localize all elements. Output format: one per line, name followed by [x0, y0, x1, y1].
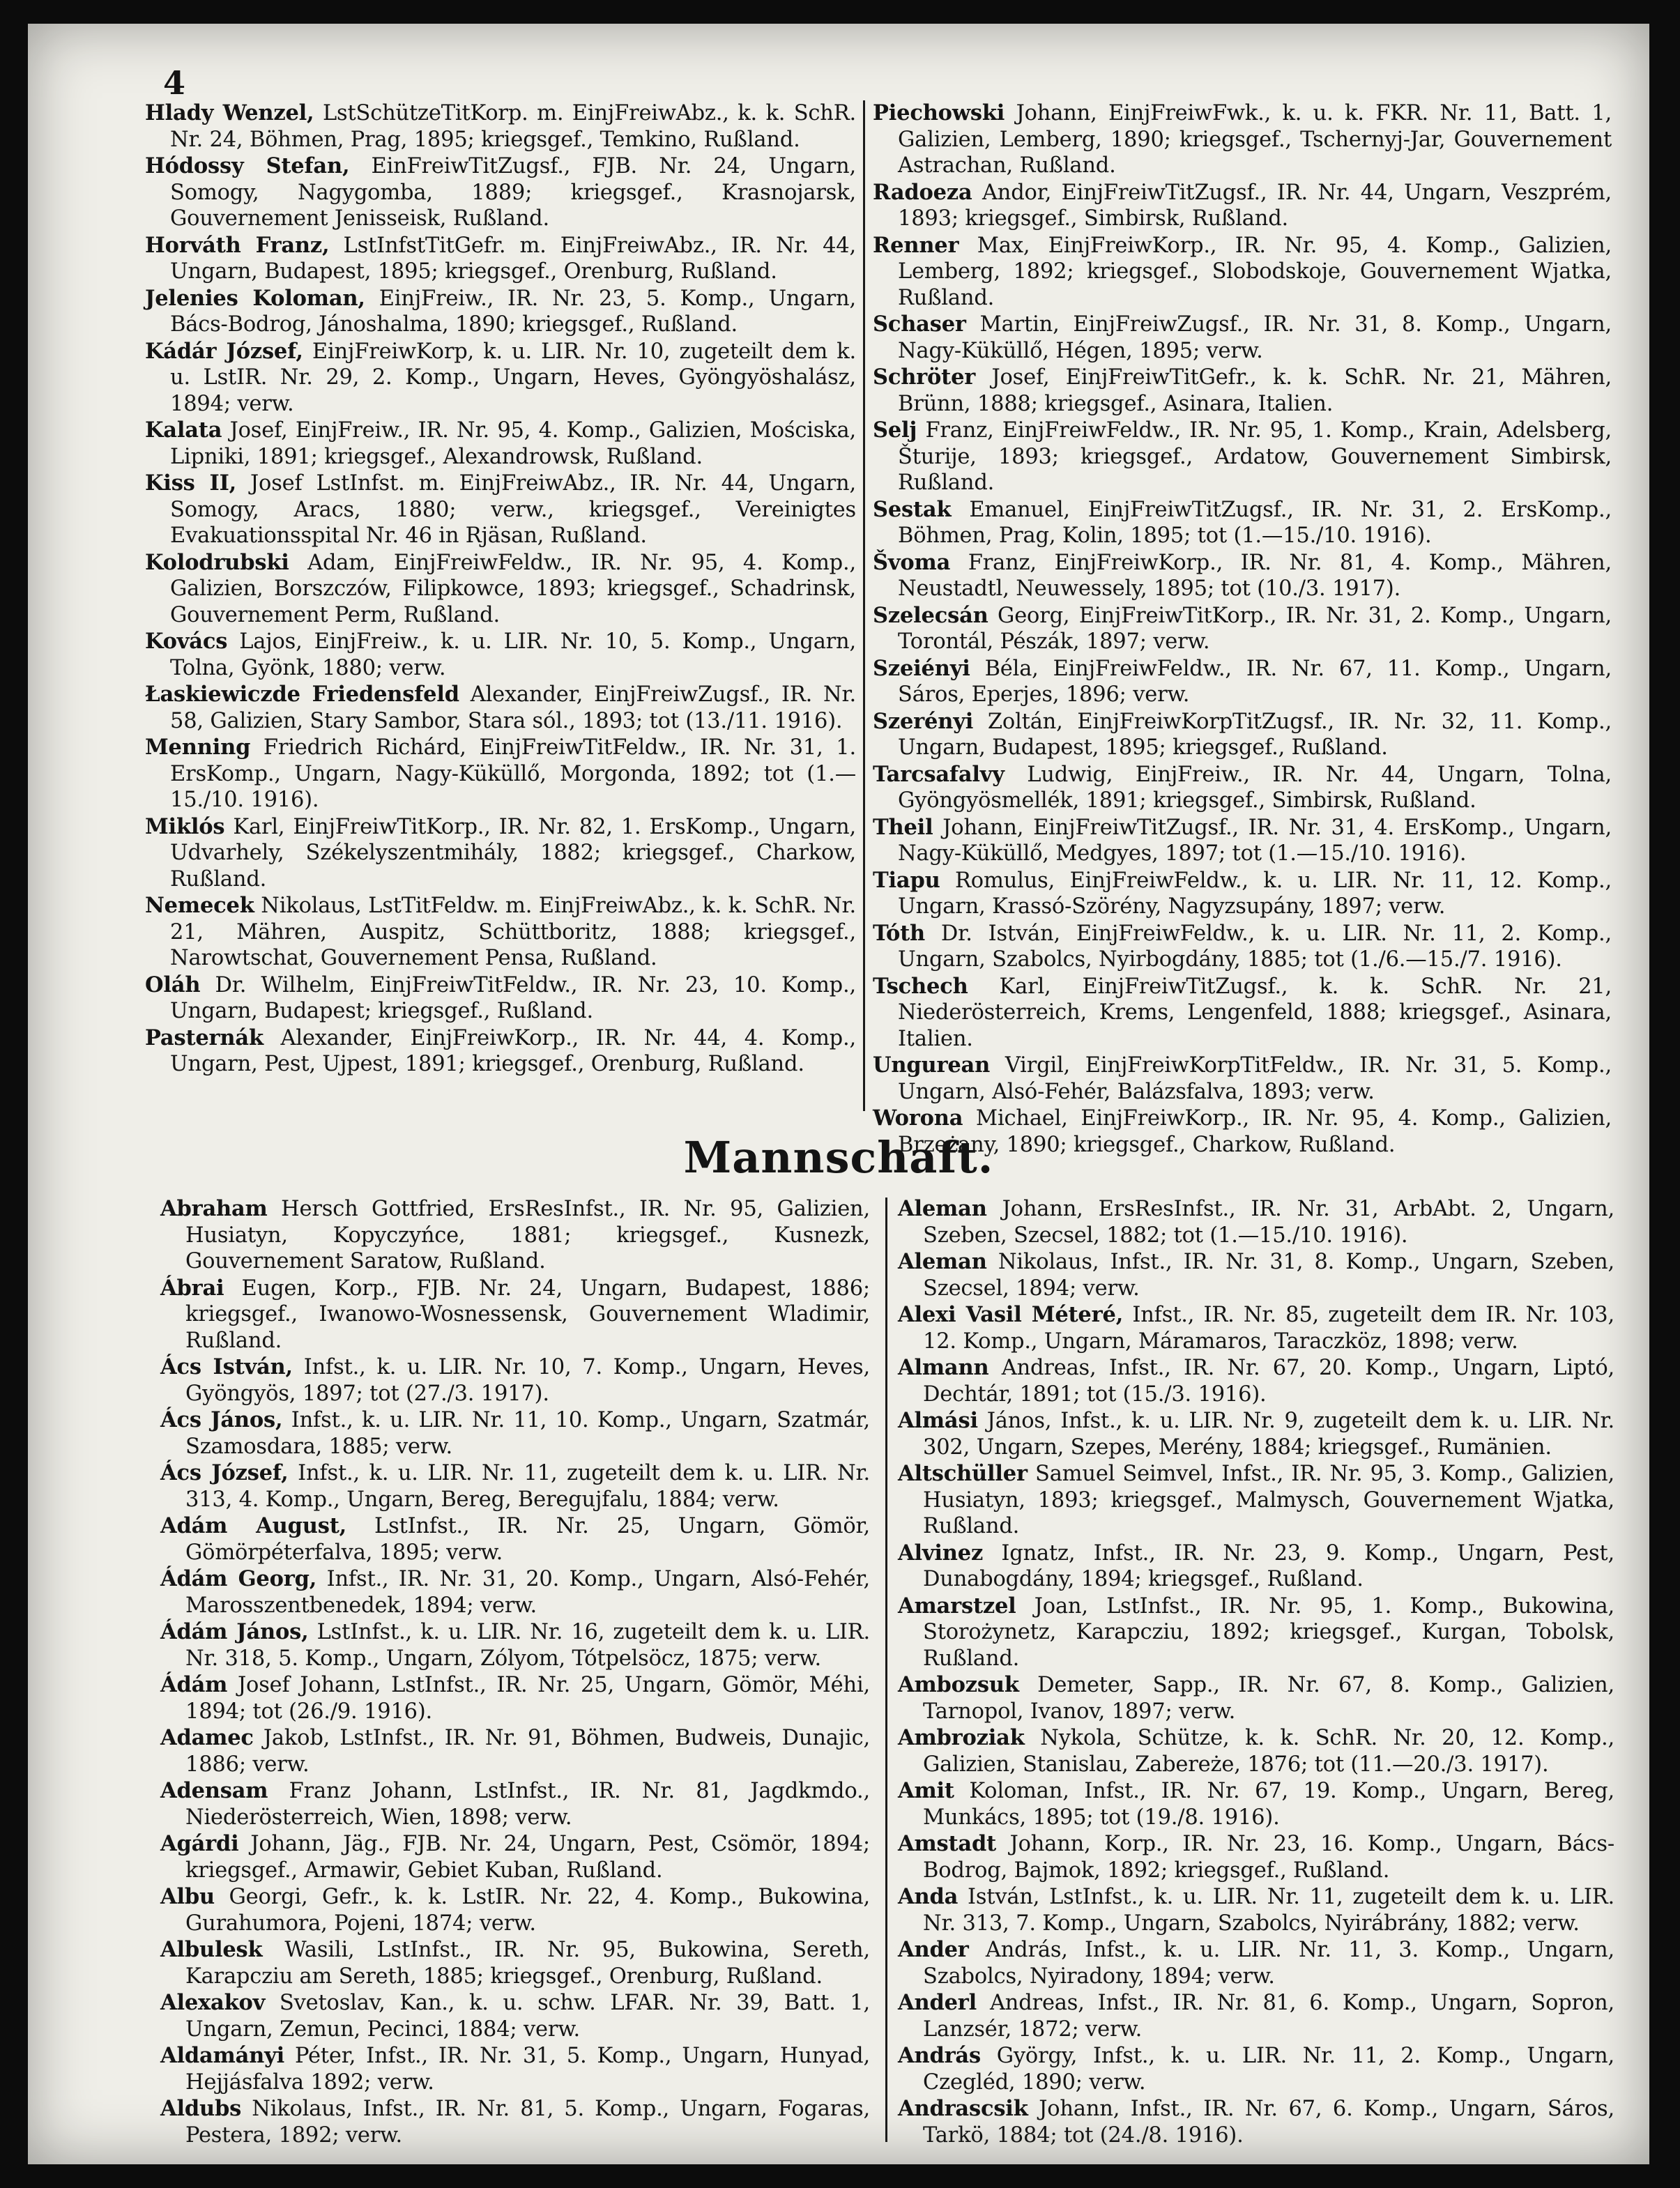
entry-surname: Altschüller	[898, 1461, 1028, 1486]
entry-details: Nykola, Schütze, k. k. SchR. Nr. 20, 12. Komp., Galizien, Stanislau, Zabereże, 1876; tot (11.—20./3. 1917).	[923, 1726, 1614, 1777]
roster-entry	[873, 868, 1612, 920]
entry-details: Franz Johann, LstInfst., IR. Nr. 81, Jagdkmdo., Niederösterreich, Wien, 1898; verw.	[185, 1779, 870, 1830]
entry-details: Max, EinjFreiwKorp., IR. Nr. 95, 4. Komp., Galizien, Lemberg, 1892; kriegsgef., Slobodskoje, Gouvernement Wjatka, Rußland.	[898, 233, 1612, 310]
entry-details: Johann, Jäg., FJB. Nr. 24, Ungarn, Pest, Csömör, 1894; kriegsgef., Armawir, Gebiet Kuban, Rußland.	[185, 1832, 870, 1883]
column-divider	[863, 100, 865, 1111]
entry-surname: Tóth	[873, 920, 926, 946]
entry-details: Andor, EinjFreiwTitZugsf., IR. Nr. 44, Ungarn, Veszprém, 1893; kriegsgef., Simbirsk, Rußland.	[898, 180, 1612, 231]
entry-surname: Schaser	[873, 312, 966, 337]
entry-surname: Theil	[873, 814, 933, 840]
roster-entry	[898, 1990, 1614, 2042]
entry-details: LstInfst., k. u. LIR. Nr. 16, zugeteilt dem k. u. LIR. Nr. 318, 5. Komp., Ungarn, Zólyom, Tótpelsöcz, 1875; verw.	[185, 1620, 870, 1671]
roster-entry	[873, 233, 1612, 312]
roster-entry	[160, 1460, 870, 1513]
entry-details: Péter, Infst., IR. Nr. 31, 5. Komp., Ungarn, Hunyad, Hejjásfalva 1892; verw.	[185, 2044, 870, 2095]
entry-surname: Aleman	[898, 1196, 987, 1221]
roster-entry	[145, 1025, 856, 1078]
entry-surname: András	[898, 2043, 981, 2068]
entry-surname: Hlady Wenzel,	[145, 100, 314, 125]
entry-details: István, LstInfst., k. u. LIR. Nr. 11, zugeteilt dem k. u. LIR. Nr. 313, 7. Komp., Ungarn, Szabolcs, Nyirábrány, 1882; verw.	[923, 1885, 1614, 1936]
entry-details: János, Infst., k. u. LIR. Nr. 9, zugeteilt dem k. u. LIR. Nr. 302, Ungarn, Szepes, Merény, 1884; kriegsgef., Rumänien.	[923, 1409, 1614, 1460]
entry-details: LstInfstTitGefr. m. EinjFreiwAbz., IR. Nr. 44, Ungarn, Budapest, 1895; kriegsgef., Orenburg, Rußland.	[170, 233, 857, 284]
entry-surname: Tiapu	[873, 867, 940, 893]
entry-details: LstSchützeTitKorp. m. EinjFreiwAbz., k. k. SchR. Nr. 24, Böhmen, Prag, 1895; kriegsgef., Temkino, Rußland.	[170, 101, 856, 152]
roster-entry	[145, 682, 856, 734]
entry-details: Ludwig, EinjFreiw., IR. Nr. 44, Ungarn, Tolna, Gyöngyösmellék, 1891; kriegsgef., Simbirsk, Rußland.	[898, 762, 1612, 813]
entry-surname: Kovács	[145, 629, 228, 654]
roster-entry	[160, 1725, 870, 1777]
entry-surname: Alexi Vasil Méteré,	[898, 1302, 1124, 1327]
entry-surname: Menning	[145, 735, 251, 760]
section-heading: Mannschaft.	[683, 1132, 994, 1183]
entry-surname: Kalata	[145, 418, 222, 443]
entry-surname: Anderl	[898, 1990, 977, 2015]
roster-entry	[898, 1196, 1614, 1248]
entry-surname: Renner	[873, 232, 959, 258]
entry-details: Hersch Gottfried, ErsResInfst., IR. Nr. 95, Galizien, Husiatyn, Kopyczyńce, 1881; kriegsgef., Kusnezk, Gouvernement Saratow, Rußland.	[185, 1197, 870, 1273]
roster-entry	[160, 1354, 870, 1407]
entry-details: Nikolaus, Infst., IR. Nr. 81, 5. Komp., Ungarn, Fogaras, Pestera, 1892; verw.	[185, 2097, 870, 2148]
roster-entry	[160, 2043, 870, 2095]
roster-entry	[873, 815, 1612, 867]
entry-surname: Kiss II,	[145, 471, 237, 496]
entry-surname: Szeiényi	[873, 655, 970, 681]
entry-surname: Łaskiewiczde Friedensfeld	[145, 682, 459, 707]
roster-entry	[873, 762, 1612, 814]
entry-surname: Ács István,	[160, 1354, 293, 1379]
roster-entry	[160, 1884, 870, 1936]
entry-details: Nikolaus, LstTitFeldw. m. EinjFreiwAbz., k. k. SchR. Nr. 21, Mähren, Auspitz, Schüttboritz, 1888; kriegsgef., Narowtschat, Gouvernement Pensa, Rußland.	[170, 894, 856, 970]
roster-entry	[873, 656, 1612, 708]
roster-entry	[145, 629, 856, 681]
roster-entry	[160, 1990, 870, 2042]
roster-entry	[898, 1540, 1614, 1593]
entry-surname: Anda	[898, 1884, 959, 1909]
entry-surname: Alexakov	[160, 1990, 266, 2015]
entry-details: Karl, EinjFreiwTitKorp., IR. Nr. 82, 1. ErsKomp., Ungarn, Udvarhely, Székelyszentmihály, 1882; kriegsgef., Charkow, Rußland.	[170, 814, 856, 892]
roster-entry	[160, 1672, 870, 1724]
entry-details: Josef, EinjFreiw., IR. Nr. 95, 4. Komp., Galizien, Mościska, Lipniki, 1891; kriegsgef., Alexandrowsk, Rußland.	[170, 418, 856, 469]
entry-surname: Amstadt	[898, 1831, 996, 1856]
entry-details: Georgi, Gefr., k. k. LstIR. Nr. 22, 4. Komp., Bukowina, Gurahumora, Pojeni, 1874; verw.	[185, 1885, 870, 1936]
roster-entry	[160, 1276, 870, 1354]
entry-details: Michael, EinjFreiwKorp., IR. Nr. 95, 4. Komp., Galizien, Brzeżany, 1890; kriegsgef., Charkow, Rußland.	[898, 1106, 1612, 1157]
entry-details: András, Infst., k. u. LIR. Nr. 11, 3. Komp., Ungarn, Szabolcs, Nyiradony, 1894; verw.	[923, 1938, 1614, 1989]
roster-entry	[873, 365, 1612, 417]
roster-entry	[145, 735, 856, 813]
entry-details: Infst., k. u. LIR. Nr. 11, zugeteilt dem k. u. LIR. Nr. 313, 4. Komp., Ungarn, Bereg, Beregujfalu, 1884; verw.	[185, 1461, 870, 1512]
entry-details: Emanuel, EinjFreiwTitZugsf., IR. Nr. 31, 2. ErsKomp., Böhmen, Prag, Kolin, 1895; tot (1.—15./10. 1916).	[898, 497, 1612, 548]
entry-details: Friedrich Richárd, EinjFreiwTitFeldw., IR. Nr. 31, 1. ErsKomp., Ungarn, Nagy-Küküllő, Morgonda, 1892; tot (1.—15./10. 1916).	[170, 735, 856, 812]
entry-surname: Ambroziak	[898, 1725, 1025, 1750]
roster-entry	[873, 418, 1612, 496]
roster-entry	[873, 312, 1612, 364]
entry-surname: Horváth Franz,	[145, 232, 330, 258]
roster-entry	[898, 1884, 1614, 1936]
roster-entry	[898, 1778, 1614, 1830]
entry-details: György, Infst., k. u. LIR. Nr. 11, 2. Komp., Ungarn, Czegléd, 1890; verw.	[923, 2044, 1614, 2095]
entry-details: Romulus, EinjFreiwFeldw., k. u. LIR. Nr. 11, 12. Komp., Ungarn, Krassó-Szörény, Nagyzsupány, 1897; verw.	[898, 868, 1612, 919]
entry-details: Josef Johann, LstInfst., IR. Nr. 25, Ungarn, Gömör, Méhi, 1894; tot (26./9. 1916).	[185, 1673, 870, 1724]
entry-surname: Jelenies Koloman,	[145, 285, 365, 311]
entry-details: Johann, Infst., IR. Nr. 67, 6. Komp., Ungarn, Sáros, Tarkö, 1884; tot (24./8. 1916).	[923, 2097, 1614, 2148]
entry-surname: Abraham	[160, 1196, 268, 1221]
roster-entry	[898, 1355, 1614, 1407]
entry-details: Joan, LstInfst., IR. Nr. 95, 1. Komp., Bukowina, Storożynetz, Karapcziu, 1892; kriegsgef., Kurgan, Tobolsk, Rußland.	[923, 1593, 1614, 1671]
roster-entry	[160, 1566, 870, 1619]
roster-entry	[873, 921, 1612, 973]
entry-details: Ignatz, Infst., IR. Nr. 23, 9. Komp., Ungarn, Pest, Dunabogdány, 1894; kriegsgef., Rußland.	[923, 1540, 1614, 1591]
roster-entry	[898, 1937, 1614, 1989]
entry-details: Karl, EinjFreiwTitZugsf., k. k. SchR. Nr. 21, Niederösterreich, Krems, Lengenfeld, 1888; kriegsgef., Asinara, Italien.	[898, 974, 1612, 1051]
roster-entry	[873, 180, 1612, 232]
roster-entry	[898, 1725, 1614, 1777]
roster-entry	[160, 1619, 870, 1671]
entry-surname: Ács János,	[160, 1407, 283, 1432]
roster-entry	[145, 233, 856, 285]
entry-surname: Szerényi	[873, 708, 974, 734]
entry-details: Demeter, Sapp., IR. Nr. 67, 8. Komp., Galizien, Tarnopol, Ivanov, 1897; verw.	[923, 1673, 1614, 1724]
entry-details: Georg, EinjFreiwTitKorp., IR. Nr. 31, 2. Komp., Ungarn, Torontál, Pészák, 1897; verw.	[898, 603, 1612, 654]
entry-surname: Radoeza	[873, 179, 972, 205]
column-top-right	[873, 100, 1612, 1158]
roster-entry	[160, 1196, 870, 1275]
entry-details: Franz, EinjFreiwKorp., IR. Nr. 81, 4. Komp., Mähren, Neustadtl, Neuwessely, 1895; tot (10./3. 1917).	[898, 550, 1612, 601]
entry-details: Zoltán, EinjFreiwKorpTitZugsf., IR. Nr. 32, 11. Komp., Ungarn, Budapest, 1895; kriegsgef., Rußland.	[898, 709, 1612, 760]
roster-entry	[873, 550, 1612, 602]
entry-details: Eugen, Korp., FJB. Nr. 24, Ungarn, Budapest, 1886; kriegsgef., Iwanowo-Wosnessensk, Gouvernement Wladimir, Rußland.	[185, 1276, 870, 1353]
entry-details: Svetoslav, Kan., k. u. schw. LFAR. Nr. 39, Batt. 1, Ungarn, Zemun, Pecinci, 1884; verw.	[185, 1991, 870, 2042]
entry-details: Samuel Seimvel, Infst., IR. Nr. 95, 3. Komp., Galizien, Husiatyn, 1893; kriegsgef., Malmysch, Gouvernement Wjatka, Rußland.	[923, 1462, 1614, 1538]
entry-surname: Selj	[873, 418, 917, 443]
roster-entry	[160, 1831, 870, 1883]
column-bottom-left	[160, 1196, 870, 2149]
roster-entry	[898, 1593, 1614, 1672]
roster-entry	[873, 603, 1612, 655]
entry-details: Infst., IR. Nr. 85, zugeteilt dem IR. Nr. 103, 12. Komp., Ungarn, Máramaros, Taraczköz, 1898; verw.	[923, 1303, 1614, 1354]
roster-entry	[873, 709, 1612, 761]
entry-details: Koloman, Infst., IR. Nr. 67, 19. Komp., Ungarn, Bereg, Munkács, 1895; tot (19./8. 1916).	[923, 1779, 1614, 1830]
page-number: 4	[163, 64, 186, 102]
entry-surname: Adám August,	[160, 1513, 347, 1538]
entry-surname: Ander	[898, 1937, 969, 1962]
roster-entry	[145, 418, 856, 470]
roster-entry	[145, 550, 856, 629]
roster-entry	[873, 974, 1612, 1053]
entry-surname: Tschech	[873, 973, 968, 999]
entry-surname: Ács József,	[160, 1460, 289, 1485]
roster-entry	[160, 1407, 870, 1460]
entry-details: Dr. István, EinjFreiwFeldw., k. u. LIR. Nr. 11, 2. Komp., Ungarn, Szabolcs, Nyirbogdány, 1885; tot (1./6.—15./7. 1916).	[898, 921, 1612, 972]
entry-surname: Aldubs	[160, 2096, 242, 2121]
entry-surname: Adensam	[160, 1778, 268, 1803]
roster-entry	[160, 1513, 870, 1566]
entry-surname: Kádár József,	[145, 338, 303, 364]
entry-surname: Ádám János,	[160, 1619, 309, 1644]
roster-entry	[145, 100, 856, 153]
entry-surname: Aleman	[898, 1249, 987, 1274]
entry-surname: Agárdi	[160, 1831, 239, 1856]
entry-surname: Aldamányi	[160, 2043, 285, 2068]
entry-surname: Švoma	[873, 549, 951, 575]
entry-details: Johann, Korp., IR. Nr. 23, 16. Komp., Ungarn, Bács-Bodrog, Bajmok, 1892; kriegsgef., Rußland.	[923, 1832, 1614, 1883]
roster-entry	[160, 2096, 870, 2148]
entry-details: Béla, EinjFreiwFeldw., IR. Nr. 67, 11. Komp., Ungarn, Sáros, Eperjes, 1896; verw.	[898, 656, 1612, 707]
entry-details: Alexander, EinjFreiwZugsf., IR. Nr. 58, Galizien, Stary Sambor, Stara sól., 1893; tot (13./11. 1916).	[170, 682, 856, 733]
roster-entry	[898, 2096, 1614, 2148]
entry-details: Infst., k. u. LIR. Nr. 10, 7. Komp., Ungarn, Heves, Gyöngyös, 1897; tot (27./3. 1917).	[185, 1355, 870, 1406]
entry-details: Andreas, Infst., IR. Nr. 81, 6. Komp., Ungarn, Sopron, Lanzsér, 1872; verw.	[923, 1991, 1614, 2042]
column-bottom-right	[898, 1196, 1614, 2149]
roster-entry	[160, 1778, 870, 1830]
roster-entry	[145, 286, 856, 338]
entry-surname: Adamec	[160, 1725, 254, 1750]
roster-entry	[145, 471, 856, 549]
entry-details: Virgil, EinjFreiwKorpTitFeldw., IR. Nr. 31, 5. Komp., Ungarn, Alsó-Fehér, Balázsfalva, 1893; verw.	[898, 1053, 1612, 1104]
entry-surname: Ambozsuk	[898, 1672, 1019, 1697]
entry-surname: Almási	[898, 1408, 978, 1433]
entry-surname: Andrascsik	[898, 2096, 1028, 2121]
column-divider-bottom	[885, 1198, 887, 2142]
entry-surname: Amit	[898, 1778, 954, 1803]
roster-entry	[898, 1672, 1614, 1724]
entry-surname: Pasternák	[145, 1025, 264, 1050]
entry-details: Wasili, LstInfst., IR. Nr. 95, Bukowina, Sereth, Karapcziu am Sereth, 1885; kriegsgef., Orenburg, Rußland.	[185, 1938, 870, 1989]
entry-surname: Ábrai	[160, 1275, 224, 1301]
entry-surname: Worona	[873, 1106, 963, 1131]
roster-entry	[145, 339, 856, 418]
roster-entry	[898, 1249, 1614, 1301]
roster-entry	[145, 814, 856, 893]
roster-entry	[160, 1937, 870, 1989]
entry-details: Adam, EinjFreiwFeldw., IR. Nr. 95, 4. Komp., Galizien, Borszczów, Filipkowce, 1893; kriegsgef., Schadrinsk, Gouvernement Perm, Rußland.	[170, 550, 856, 627]
entry-details: Andreas, Infst., IR. Nr. 67, 20. Komp., Ungarn, Liptó, Dechtár, 1891; tot (15./3. 1916).	[923, 1356, 1614, 1407]
entry-details: Infst., k. u. LIR. Nr. 11, 10. Komp., Ungarn, Szatmár, Szamosdara, 1885; verw.	[185, 1408, 870, 1459]
entry-surname: Ádám Georg,	[160, 1566, 317, 1591]
entry-details: EinjFreiwKorp, k. u. LIR. Nr. 10, zugeteilt dem k. u. LstIR. Nr. 29, 2. Komp., Ungarn, Heves, Gyöngyöshalász, 1894; verw.	[170, 339, 856, 416]
entry-surname: Ádám	[160, 1672, 228, 1697]
entry-details: Josef LstInfst. m. EinjFreiwAbz., IR. Nr. 44, Ungarn, Somogy, Aracs, 1880; verw., kriegsgef., Vereinigtes Evakuationsspital Nr. 46 in Rjäsan, Rußland.	[170, 471, 857, 548]
entry-surname: Amarstzel	[898, 1593, 1016, 1619]
roster-entry	[898, 2043, 1614, 2095]
entry-details: EinjFreiw., IR. Nr. 23, 5. Komp., Ungarn, Bács-Bodrog, Jánoshalma, 1890; kriegsgef., Rußland.	[170, 286, 856, 337]
roster-entry	[873, 1053, 1612, 1105]
roster-entry	[898, 1831, 1614, 1883]
entry-details: Dr. Wilhelm, EinjFreiwTitFeldw., IR. Nr. 23, 10. Komp., Ungarn, Budapest; kriegsgef., Rußland.	[170, 972, 856, 1023]
entry-surname: Miklós	[145, 813, 225, 839]
entry-details: Jakob, LstInfst., IR. Nr. 91, Böhmen, Budweis, Dunajic, 1886; verw.	[185, 1726, 870, 1777]
entry-surname: Piechowski	[873, 100, 1005, 125]
entry-details: Johann, EinjFreiwTitZugsf., IR. Nr. 31, 4. ErsKomp., Ungarn, Nagy-Küküllő, Medgyes, 1897; tot (1.—15./10. 1916).	[898, 815, 1612, 866]
entry-surname: Almann	[898, 1355, 989, 1380]
entry-surname: Szelecsán	[873, 602, 988, 628]
entry-surname: Albu	[160, 1884, 215, 1909]
roster-entry	[145, 153, 856, 232]
entry-details: Johann, ErsResInfst., IR. Nr. 31, ArbAbt. 2, Ungarn, Szeben, Szecsel, 1882; tot (1.—15./10. 1916).	[923, 1197, 1614, 1248]
column-top-left	[145, 100, 856, 1078]
entry-details: Lajos, EinjFreiw., k. u. LIR. Nr. 10, 5. Komp., Ungarn, Tolna, Gyönk, 1880; verw.	[170, 629, 856, 680]
roster-entry	[873, 100, 1612, 179]
entry-details: Johann, EinjFreiwFwk., k. u. k. FKR. Nr. 11, Batt. 1, Galizien, Lemberg, 1890; kriegsgef., Tschernyj-Jar, Gouvernement Astrachan, Rußland.	[898, 101, 1612, 178]
entry-surname: Hódossy Stefan,	[145, 153, 350, 178]
entry-surname: Sestak	[873, 496, 952, 522]
roster-entry	[898, 1461, 1614, 1540]
roster-entry	[145, 972, 856, 1025]
entry-details: Alexander, EinjFreiwKorp., IR. Nr. 44, 4. Komp., Ungarn, Pest, Ujpest, 1891; kriegsgef., Orenburg, Rußland.	[170, 1025, 856, 1076]
entry-surname: Oláh	[145, 972, 201, 997]
entry-details: Franz, EinjFreiwFeldw., IR. Nr. 95, 1. Komp., Krain, Adelsberg, Šturije, 1893; kriegsgef., Ardatow, Gouvernement Simbirsk, Rußland.	[898, 418, 1612, 495]
entry-details: Infst., IR. Nr. 31, 20. Komp., Ungarn, Alsó-Fehér, Marosszentbenedek, 1894; verw.	[185, 1567, 870, 1618]
roster-entry	[145, 893, 856, 972]
entry-details: Nikolaus, Infst., IR. Nr. 31, 8. Komp., Ungarn, Szeben, Szecsel, 1894; verw.	[923, 1250, 1614, 1301]
roster-entry	[873, 497, 1612, 549]
entry-surname: Albulesk	[160, 1937, 263, 1962]
document-page	[28, 24, 1649, 2164]
entry-surname: Tarcsafalvy	[873, 761, 1005, 787]
entry-surname: Schröter	[873, 365, 976, 390]
entry-surname: Alvinez	[898, 1540, 984, 1566]
roster-entry	[898, 1408, 1614, 1460]
entry-details: Josef, EinjFreiwTitGefr., k. k. SchR. Nr. 21, Mähren, Brünn, 1888; kriegsgef., Asinara, Italien.	[898, 365, 1612, 416]
entry-surname: Ungurean	[873, 1053, 991, 1078]
entry-surname: Kolodrubski	[145, 549, 289, 575]
entry-details: EinFreiwTitZugsf., FJB. Nr. 24, Ungarn, Somogy, Nagygomba, 1889; kriegsgef., Krasnojarsk, Gouvernement Jenisseisk, Rußland.	[170, 154, 856, 231]
entry-details: Martin, EinjFreiwZugsf., IR. Nr. 31, 8. Komp., Ungarn, Nagy-Küküllő, Hégen, 1895; verw.	[898, 312, 1612, 363]
roster-entry	[898, 1302, 1614, 1354]
entry-surname: Nemecek	[145, 893, 254, 918]
entry-details: LstInfst., IR. Nr. 25, Ungarn, Gömör, Gömörpéterfalva, 1895; verw.	[185, 1514, 871, 1565]
